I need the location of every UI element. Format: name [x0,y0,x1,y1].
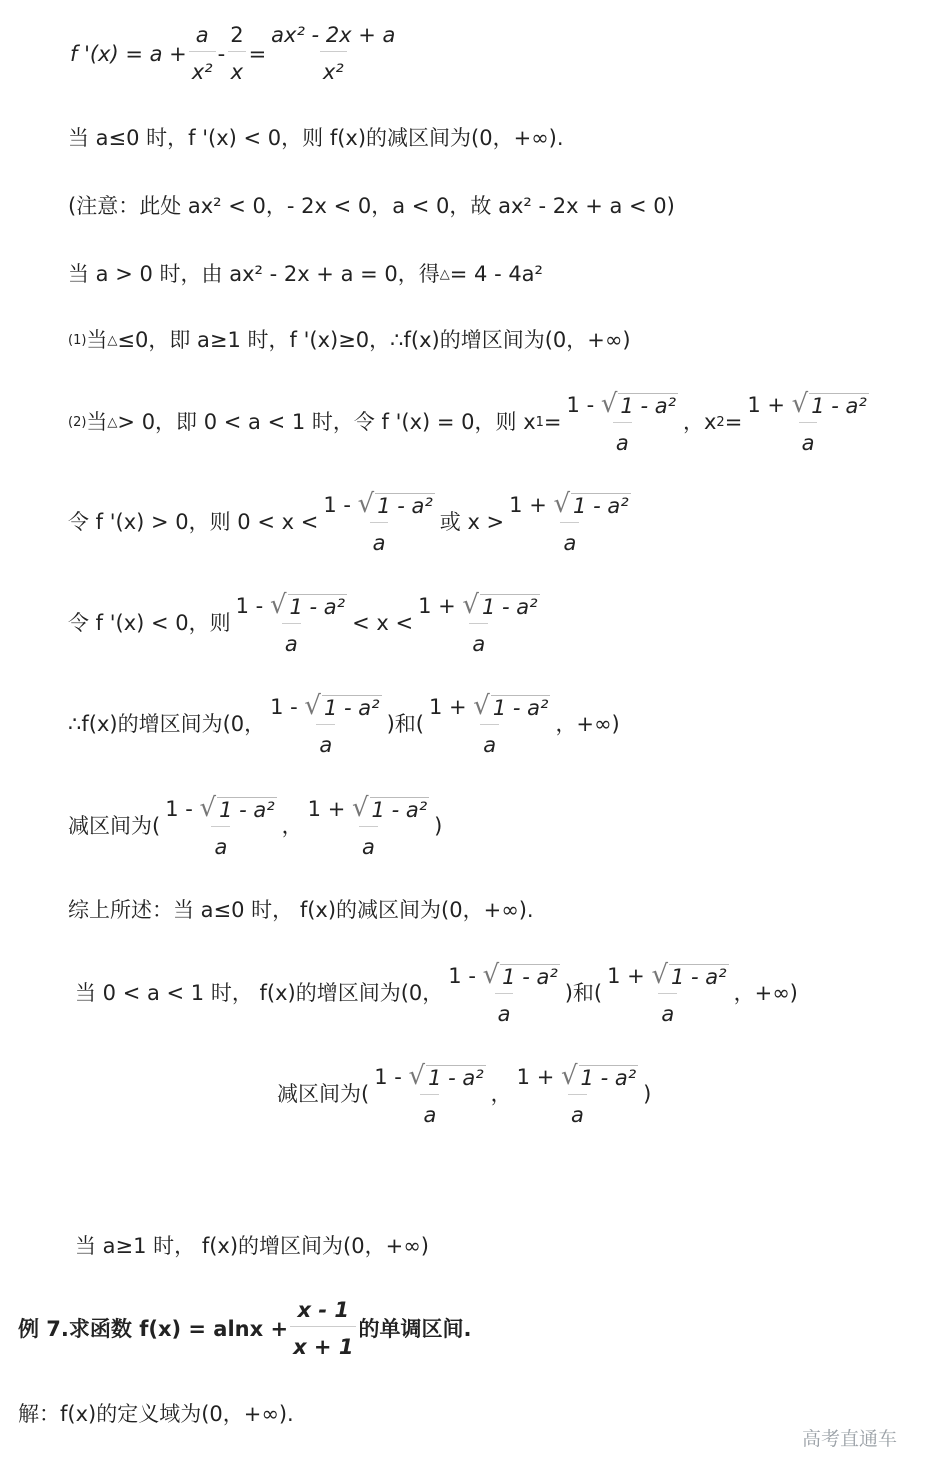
text-segment: ， [490,1081,512,1106]
text-line: 当 a≤0 时，f '(x) < 0，则 f(x)的减区间为(0，+∞). [68,126,564,150]
sqrt-sign: √ [408,1060,426,1091]
root-lead: 1 - [270,694,305,719]
fraction-denominator: a [613,422,632,454]
root-lead: 1 - [165,796,200,821]
text-segment: 的单调区间. [358,1316,472,1341]
watermark: 高考直通车 [801,1428,897,1450]
sqrt-sign: √ [473,690,490,721]
solution-domain [18,1404,294,1425]
fraction-x-minus-1-over-x-plus-1 [290,1300,356,1358]
sqrt-sign: √ [791,388,809,419]
sqrt-sign: √ [269,589,287,620]
text-line: 解：f(x)的定义域为(0，+∞). [18,1402,294,1426]
text-segment: 当 0 < a < 1 时， f(x)的增区间为(0， [75,980,444,1005]
sqrt-sign: √ [199,792,217,823]
fraction-denominator: x² [189,51,216,83]
root-minus-fraction [371,1060,488,1127]
example-7-heading [18,1294,471,1364]
fraction-a-over-x2 [189,25,216,83]
text-segment: )和( [564,980,603,1005]
increasing-intervals [68,686,620,762]
root-plus-fraction [604,959,731,1026]
increasing-condition [68,484,636,560]
radicand: 1 - a² [289,594,346,619]
derivative-formula [70,22,400,86]
subscript: 2 [716,414,725,430]
fraction-numerator: a [195,23,209,47]
delta-symbol: △ [439,267,450,282]
subscript: 1 [535,414,544,430]
text-segment: ∴f(x)的增区间为(0， [68,711,266,736]
sqrt-sign: √ [357,488,375,519]
decreasing-interval [68,788,442,864]
root-x2 [744,388,871,455]
sqrt-sign: √ [651,959,669,990]
radicand: 1 - a² [371,797,428,822]
text-segment: ) [434,813,443,838]
fraction-combined [268,25,398,83]
text-segment: < x < [352,610,414,635]
radicand: 1 - a² [502,964,558,989]
text-segment: 减区间为( [277,1081,370,1106]
root-lead: 1 + [428,694,474,719]
root-lead: 1 - [374,1064,409,1089]
text-segment: 令 f '(x) > 0，则 0 < x < [68,509,319,534]
fraction-denominator: a [560,522,579,554]
text-segment: )和( [386,711,424,736]
fraction-denominator: a [316,724,335,756]
fraction-denominator: a [658,993,677,1025]
fraction-denominator: a [480,724,499,756]
text-segment: 当 a > 0 时，由 ax² - 2x + a = 0，得 [68,262,440,286]
fraction-numerator: ax² - 2x + a [271,23,396,47]
sqrt-sign: √ [600,388,618,419]
item-number: (2) [68,414,87,430]
fraction-denominator: a [568,1094,587,1126]
root-lead: 1 - [448,963,483,988]
text-line: 综上所述：当 a≤0 时， f(x)的减区间为(0，+∞). [68,898,534,922]
sqrt-sign: √ [553,488,571,519]
text-segment: ) [643,1081,652,1106]
fraction-denominator: x [228,51,246,83]
root-lead: 1 + [418,593,463,618]
text-segment: 令 f '(x) < 0，则 [68,610,231,635]
subcase-1 [68,330,631,351]
radicand: 1 - a² [377,493,433,518]
subcase-2 [68,384,874,460]
text-line: (注意：此处 ax² < 0，- 2x < 0，a < 0，故 ax² - 2x + a < 0) [68,194,675,218]
fraction-denominator: a [495,993,514,1025]
text-segment: ，+∞) [555,711,620,736]
fraction-denominator: a [799,422,818,454]
root-plus-fraction [415,589,542,656]
text-segment: 当 [86,328,108,352]
fraction-numerator: x - 1 [297,1298,350,1322]
root-plus-fraction [305,792,432,859]
text-segment: 或 x > [439,509,505,534]
root-lead: 1 - [323,492,358,517]
radicand: 1 - a² [811,393,867,418]
text-segment: > 0，即 0 < a < 1 时，令 f '(x) = 0，则 x [117,409,536,434]
text-segment: ，x [682,409,717,434]
equals-sign: = [248,41,267,66]
summary-increasing [75,955,798,1031]
root-lead: 1 + [516,1064,561,1089]
root-plus-fraction [514,1060,641,1127]
fraction-2-over-x [227,25,246,83]
radicand: 1 - a² [620,393,676,418]
text-segment: 例 7.求函数 f(x) = alnx + [18,1316,289,1341]
radicand: 1 - a² [573,493,629,518]
root-minus-fraction [445,959,562,1026]
fraction-denominator: a [370,522,389,554]
summary-a-ge-1 [75,1236,429,1257]
sqrt-sign: √ [482,959,500,990]
fraction-denominator: a [359,826,378,858]
radicand: 1 - a² [671,964,727,989]
root-lead: 1 - [235,593,270,618]
root-plus-fraction [426,690,553,757]
root-minus-fraction [162,792,279,859]
text-segment: ，+∞) [733,980,798,1005]
text-segment: = 4 - 4a² [449,262,543,286]
fraction-denominator: a [211,826,230,858]
radicand: 1 - a² [428,1065,484,1090]
decreasing-condition [68,585,545,661]
case-a-positive [68,264,543,285]
text-segment: 当 [86,409,108,434]
minus-sign: - [217,41,226,66]
summary-line [68,900,534,921]
radicand: 1 - a² [219,797,275,822]
sqrt-sign: √ [304,690,321,721]
fraction-denominator: a [420,1094,439,1126]
radicand: 1 - a² [324,695,380,720]
radicand: 1 - a² [492,695,549,720]
case-a-nonpositive [68,128,564,149]
text-line: 当 a≥1 时， f(x)的增区间为(0，+∞) [75,1234,429,1258]
root-lead: 1 + [607,963,652,988]
delta-symbol: △ [107,333,118,348]
equals-sign: = [543,409,562,434]
root-minus-fraction [320,488,437,555]
derivative-lhs: f '(x) = a + [70,41,187,66]
root-lead: 1 + [747,392,792,417]
fraction-denominator: a [469,623,488,655]
fraction-denominator: a [282,623,301,655]
radicand: 1 - a² [481,594,538,619]
root-lead: 1 + [307,796,352,821]
fraction-denominator: x² [320,51,347,83]
delta-symbol: △ [107,414,118,430]
sqrt-sign: √ [560,1060,578,1091]
root-x1 [564,388,681,455]
note-line [68,196,675,217]
fraction-numerator: 2 [230,23,244,47]
text-segment: ， [281,813,303,838]
fraction-denominator: x + 1 [290,1326,356,1358]
sqrt-sign: √ [462,589,479,620]
text-segment: ≤0，即 a≥1 时，f '(x)≥0，∴f(x)的增区间为(0，+∞) [117,328,631,352]
text-segment: 减区间为( [68,813,161,838]
summary-decreasing [277,1056,651,1132]
sqrt-sign: √ [351,792,369,823]
equals-sign: = [724,409,743,434]
root-lead: 1 - [566,392,601,417]
item-number: (1) [68,333,87,348]
radicand: 1 - a² [580,1065,637,1090]
root-minus-fraction [233,589,350,656]
root-lead: 1 + [509,492,554,517]
root-plus-fraction [506,488,633,555]
root-minus-fraction [267,690,384,757]
